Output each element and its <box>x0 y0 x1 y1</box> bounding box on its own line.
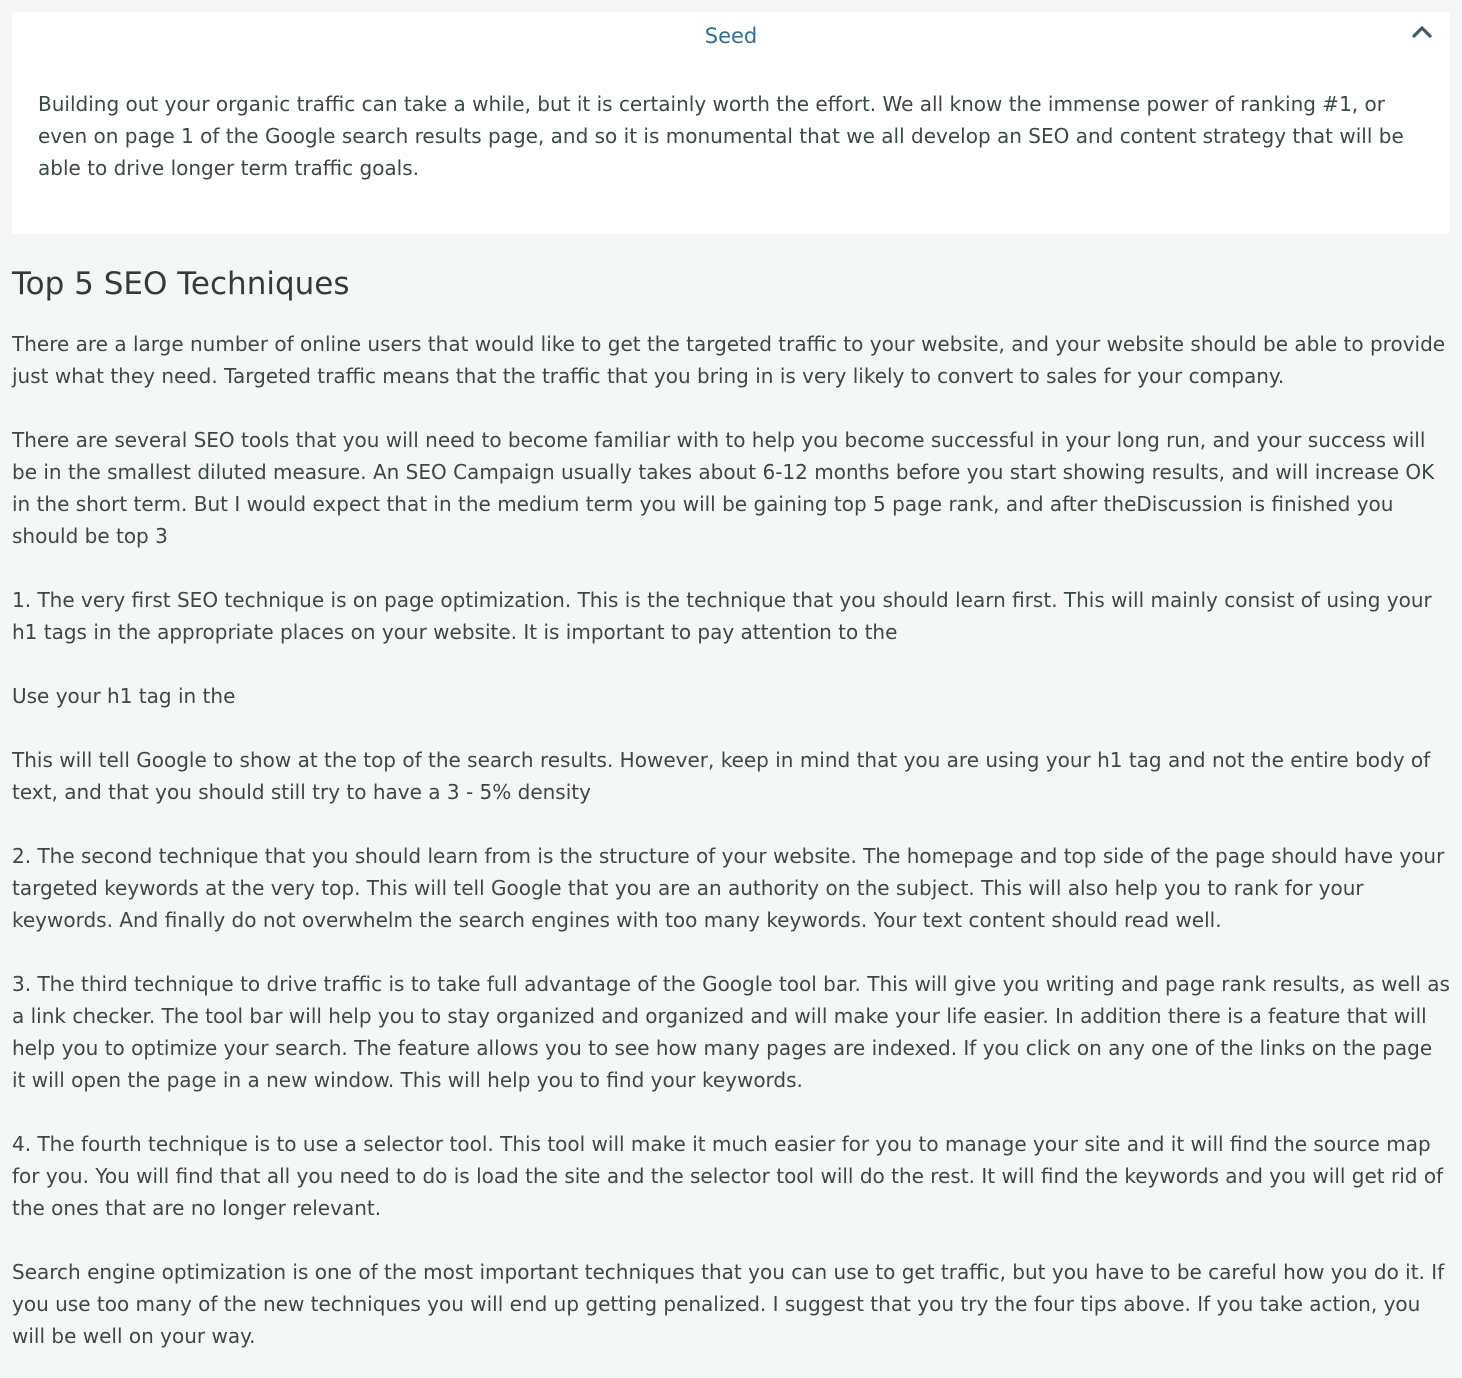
article-paragraph: 3. The third technique to drive traffic is to take full advantage of the Google tool bar. This will give you writing and page rank results, as well as a link checker. The tool bar will help you to stay organized and organized and will make your life easier. In addition there is a feature that will help you to optimize your search. The feature allows you to see how many pages are indexed. If you click on any one of the links on the page it will open the page in a new window. This will help you to find your keywords. <box>12 972 1450 1092</box>
article-paragraph: There are a large number of online users that would like to get the targeted traffic to your website, and your website should be able to provide just what they need. Targeted traffic means that the traffic that you bring in is very likely to convert to sales for your company. <box>12 332 1446 388</box>
article-paragraph: This will tell Google to show at the top of the search results. However, keep in mind that you are using your h1 tag and not the entire body of text, and that you should still try to have a 3 - 5% density <box>12 748 1431 804</box>
article-paragraph: 4. The fourth technique is to use a selector tool. This tool will make it much easier for you to manage your site and it will find the source map for you. You will find that all you need to do is load the site and the selector tool will do the rest. It will find the keywords and you will get rid of the ones that are no longer relevant. <box>12 1132 1444 1220</box>
article-body <box>12 328 1450 1352</box>
article-paragraph: There are several SEO tools that you will need to become familiar with to help you become successful in your long run, and your success will be in the smallest diluted measure. An SEO Campaign usually takes about 6-12 months before you start showing results, and will increase OK in the short term. But I would expect that in the medium term you will be gaining top 5 page rank, and after theDiscussion is finished you should be top 3 <box>12 428 1435 548</box>
article-paragraph: Use your h1 tag in the <box>12 684 236 708</box>
article-paragraph: 1. The very first SEO technique is on page optimization. This is the technique that you should learn first. This will mainly consist of using your h1 tags in the appropriate places on your website. It is important to pay attention to the <box>12 588 1432 644</box>
seed-panel <box>12 12 1450 234</box>
seed-panel-header[interactable] <box>12 12 1450 62</box>
article-paragraph: Search engine optimization is one of the most important techniques that you can use to get traffic, but you have to be careful how you do it. If you use too many of the new techniques you will end up getting penalized. I suggest that you try the four tips above. If you take action, you will be well on your way. <box>12 1260 1445 1348</box>
seed-panel-text: Building out your organic traffic can take a while, but it is certainly worth the effort. We all know the immense power of ranking #1, or even on page 1 of the Google search results page, and so it is monumental that we all develop an SEO and content strategy that will be able to drive longer term traffic goals. <box>38 92 1404 180</box>
chevron-up-icon[interactable] <box>1410 22 1434 42</box>
seed-panel-title: Seed <box>704 24 758 48</box>
article-paragraph: 2. The second technique that you should learn from is the structure of your website. The homepage and top side of the page should have your targeted keywords at the very top. This will tell Google that you are an authority on the subject. This will also help you to rank for your keywords. And finally do not overwhelm the search engines with too many keywords. Your text content should read well. <box>12 844 1445 932</box>
article-title: Top 5 SEO Techniques <box>12 266 350 302</box>
